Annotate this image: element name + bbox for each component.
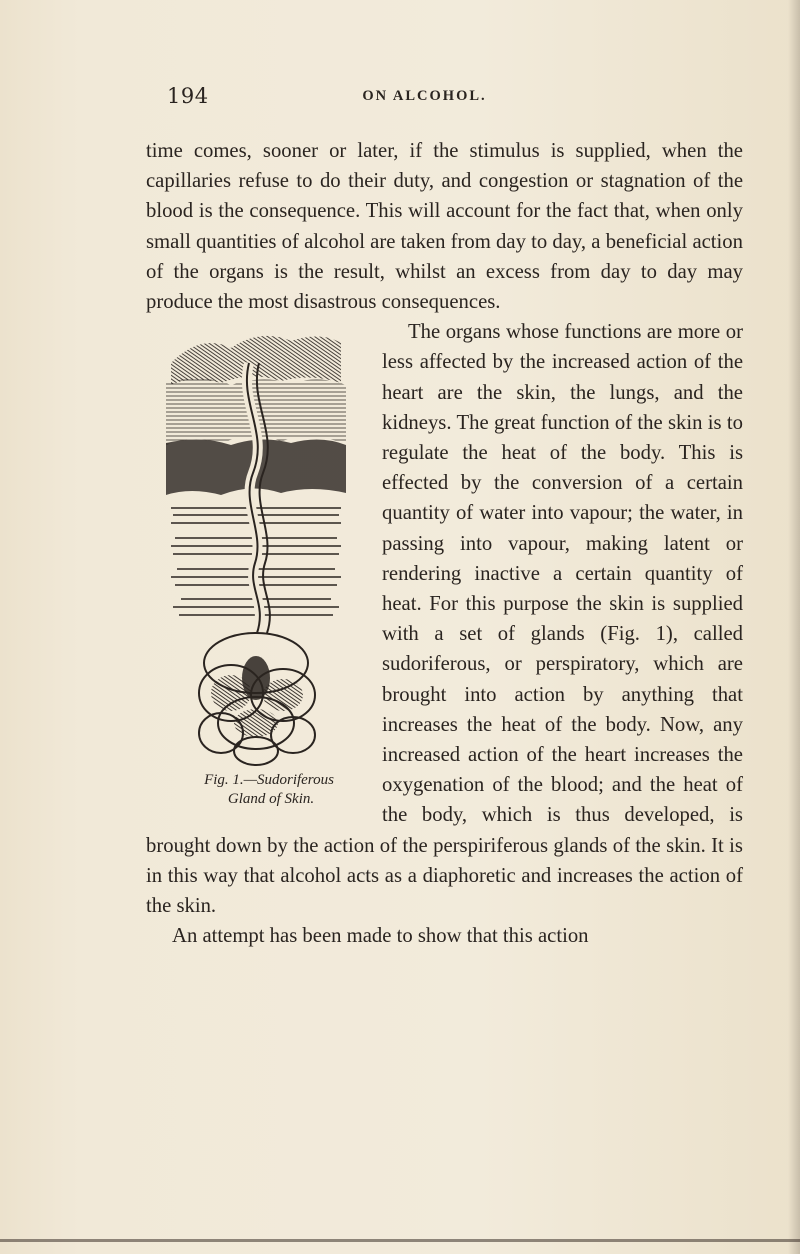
- page-header: [167, 84, 742, 114]
- running-head: ON ALCOHOL.: [362, 88, 487, 104]
- gland-illustration: [161, 323, 351, 771]
- caption-line-1: Fig. 1.—Sudoriferous: [204, 772, 334, 789]
- paragraph-1: time comes, sooner or later, if the stimulus is supplied, when the capillaries refuse to do their duty, and congestion or stagnation of the blood is the consequence. This will account for the fact that, when only small quantities of alcohol are taken from day to day, a beneficial action of the organs is the result, whilst an excess from day to day may produce the most disastrous consequences.: [146, 140, 743, 314]
- paragraph-3: An attempt has been made to show that this action: [172, 925, 589, 948]
- page-number: 194: [167, 84, 209, 108]
- body-text: [146, 136, 743, 951]
- caption-line-2: Gland of Skin.: [227, 791, 315, 808]
- paragraph-2: [146, 317, 743, 921]
- figure-sudoriferous-gland: [146, 323, 366, 809]
- page-edge-shadow: [788, 0, 800, 1254]
- bottom-rule: [0, 1239, 800, 1242]
- figure-caption: [146, 771, 366, 809]
- paragraph-2-text: The organs whose functions are more or less affected by the increased action of the heart are the skin, the lungs, and the kidneys. The great function of the skin is to regulate the heat of the body. This is effected by the conversion of a certain quantity of water into vapour; the water, in passing into vapour, making latent or rendering inactive a certain quantity of heat. For this purpose the skin is supplied with a set of glands (Fig. 1), called sudoriferous, or perspiratory, which are brought into action by anything that increases the heat of the body. Now, any increased action of the heart increases the oxygenation of the blood; and the heat of the body, which is thus developed, is brought down by the action of the perspiriferous glands of the skin. It is in this way that alcohol acts as a diaphoretic and increases the action of the skin.: [146, 321, 743, 918]
